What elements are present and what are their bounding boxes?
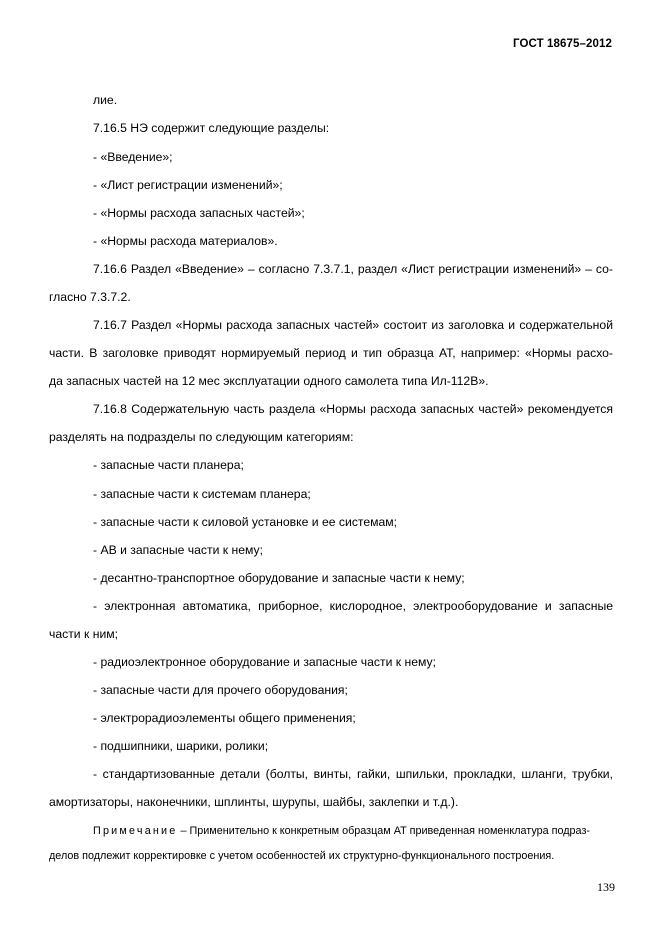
text-line: разделять на подразделы по следующим категориям: — [49, 430, 354, 444]
text-line: 7.16.8 Содержательную часть раздела «Нормы расхода запасных частей» рекомендуется — [93, 402, 613, 416]
list-item: - электрорадиоэлементы общего применения; — [93, 711, 356, 725]
text-line: да запасных частей на 12 мес эксплуатации одного самолета типа Ил-112В». — [49, 374, 489, 388]
text-line: 7.16.6 Раздел «Введение» – согласно 7.3.7.1, раздел «Лист регистрации изменений» – со- — [93, 262, 613, 276]
text-line: части к ним; — [49, 627, 119, 641]
list-item: - «Нормы расхода запасных частей»; — [93, 206, 305, 220]
list-item: - запасные части к системам планера; — [93, 487, 311, 501]
text-line: части. В заголовке приводят нормируемый период и тип образца АТ, например: «Нормы расхо- — [49, 346, 613, 360]
list-item: - стандартизованные детали (болты, винты, гайки, шпильки, прокладки, шланги, трубки, — [93, 767, 613, 781]
document-standard-header: ГОСТ 18675–2012 — [512, 38, 612, 50]
text-line: амортизаторы, наконечники, шплинты, шурупы, шайбы, заклепки и т.д.). — [49, 795, 459, 809]
list-item: - АВ и запасные части к нему; — [93, 543, 263, 557]
list-item: - запасные части для прочего оборудования; — [93, 683, 348, 697]
list-item: - электронная автоматика, приборное, кислородное, электрооборудование и запасные — [93, 599, 613, 613]
text-line: 7.16.5 НЭ содержит следующие разделы: — [93, 121, 330, 135]
list-item: - «Лист регистрации изменений»; — [93, 178, 283, 192]
note-label: Примечание — [93, 825, 178, 837]
list-item: - запасные части к силовой установке и ее системам; — [93, 515, 398, 529]
note-first-line — [93, 825, 590, 838]
list-item: - запасные части планера; — [93, 458, 244, 472]
text-line: 7.16.7 Раздел «Нормы расхода запасных частей» состоит из заголовка и содержательной — [93, 318, 613, 332]
list-item: - десантно-транспортное оборудование и запасные части к нему; — [93, 571, 465, 585]
list-item: - радиоэлектронное оборудование и запасные части к нему; — [93, 655, 437, 669]
list-item: - «Введение»; — [93, 150, 173, 164]
list-item: - «Нормы расхода материалов». — [93, 234, 278, 248]
note-second-line: делов подлежит корректировке с учетом особенностей их структурно-функционального построения. — [49, 850, 555, 862]
text-line: гласно 7.3.7.2. — [49, 290, 131, 304]
note-text: – Применительно к конкретным образцам АТ приведенная номенклатура подраз- — [177, 825, 590, 837]
list-item: - подшипники, шарики, ролики; — [93, 739, 269, 753]
page-number: 139 — [597, 880, 615, 894]
text-line: лие. — [93, 93, 118, 107]
